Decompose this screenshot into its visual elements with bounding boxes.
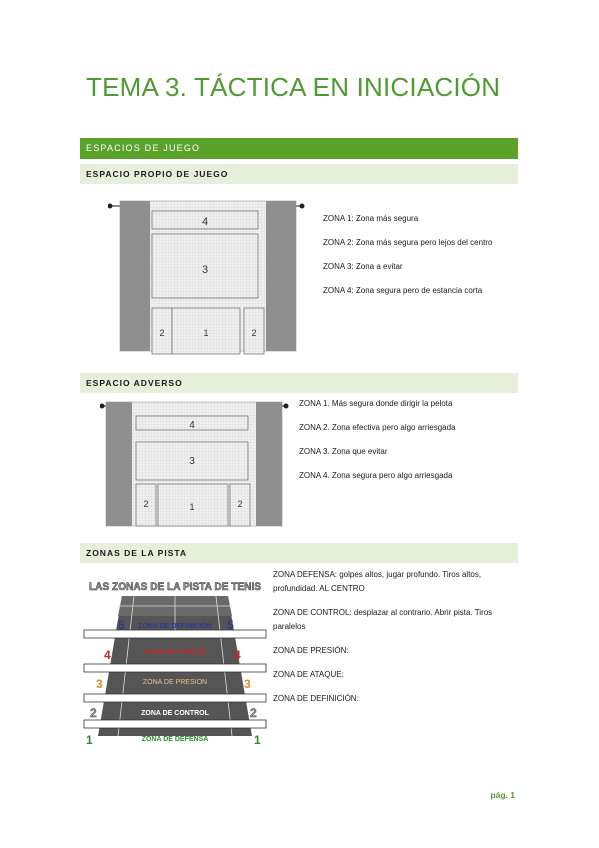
- band-5-number-right: 5: [227, 618, 234, 632]
- page-number: pág. 1: [490, 790, 515, 800]
- court-zones-list: [273, 568, 513, 716]
- band-5-label: ZONA DE DEFINICIÓN: [138, 623, 212, 630]
- adv-zone-1: ZONA 1. Más segura donde dirigir la pelota: [299, 399, 453, 408]
- own-zone-3: ZONA 3: Zona a evitar: [323, 262, 403, 271]
- own-zone-1: ZONA 1: Zona más segura: [323, 214, 419, 223]
- band-1-number: 1: [86, 733, 93, 747]
- adverse-space-court-diagram: [100, 400, 290, 530]
- band-3-label: ZONA DE PRESION: [142, 679, 208, 686]
- adverse-space-heading: ESPACIO ADVERSO: [80, 373, 518, 393]
- band-1-number-right: 1: [254, 733, 261, 747]
- own-space-heading: ESPACIO PROPIO DE JUEGO: [80, 164, 518, 184]
- band-5-number: 5: [118, 618, 125, 632]
- court-zones-heading: ZONAS DE LA PISTA: [80, 543, 518, 563]
- own-space-court-diagram: [108, 198, 308, 356]
- adv-zone-4: ZONA 4. Zona segura pero algo arriesgada: [299, 471, 453, 480]
- band-3-number: 3: [96, 677, 103, 691]
- band-3-number-right: 3: [244, 677, 251, 691]
- zone-1-label: 1: [203, 328, 209, 338]
- band-4-label: ZONA DE ATAQUE: [144, 649, 206, 656]
- zone-2-right-label: 2: [251, 328, 257, 338]
- court-zone-defense: ZONA DEFENSA: golpes altos, jugar profundo. Tiros altos, profundidad. AL CENTRO: [273, 570, 482, 593]
- adv-zone-2-right-label: 2: [237, 499, 243, 509]
- court-image-title: LAS ZONAS DE LA PISTA DE TENIS: [89, 581, 261, 593]
- band-4-number: 4: [104, 648, 111, 662]
- band-4-number-right: 4: [234, 648, 241, 662]
- own-space-zone-list: [323, 212, 513, 308]
- zone-2-left-label: 2: [159, 328, 165, 338]
- adv-zone-2-left-label: 2: [143, 499, 149, 509]
- own-zone-2: ZONA 2: Zona más segura pero lejos del centro: [323, 238, 493, 247]
- adv-zone-3: ZONA 3. Zona que evitar: [299, 447, 388, 456]
- band-1-label: ZONA DE DEFENSA: [141, 736, 209, 743]
- adv-zone-4-label: 4: [189, 420, 195, 431]
- zone-3-label: 3: [201, 264, 209, 276]
- adv-zone-1-label: 1: [189, 502, 195, 512]
- band-2-number: 2: [90, 706, 97, 720]
- court-zone-definition: ZONA DE DEFINICIÓN:: [273, 694, 359, 703]
- page-title: TEMA 3. TÁCTICA EN INICIACIÓN: [86, 72, 501, 102]
- court-zone-pressure: ZONA DE PRESIÓN:: [273, 646, 349, 655]
- adv-zone-3-label: 3: [189, 456, 195, 467]
- band-2-number-right: 2: [250, 706, 257, 720]
- court-zones-image: [82, 570, 268, 748]
- court-zone-attack: ZONA DE ATAQUE:: [273, 670, 344, 679]
- own-zone-4: ZONA 4: Zona segura pero de estancia corta: [323, 286, 483, 295]
- adverse-space-zone-list: [299, 397, 514, 493]
- zone-4-label: 4: [201, 216, 209, 228]
- section-header: ESPACIOS DE JUEGO: [80, 138, 518, 159]
- adv-zone-2: ZONA 2. Zona efectiva pero algo arriesgada: [299, 423, 456, 432]
- court-zone-control: ZONA DE CONTROL: desplazar al contrario. Abrir pista. Tiros paralelos: [273, 608, 493, 631]
- band-2-label: ZONA DE CONTROL: [141, 710, 209, 717]
